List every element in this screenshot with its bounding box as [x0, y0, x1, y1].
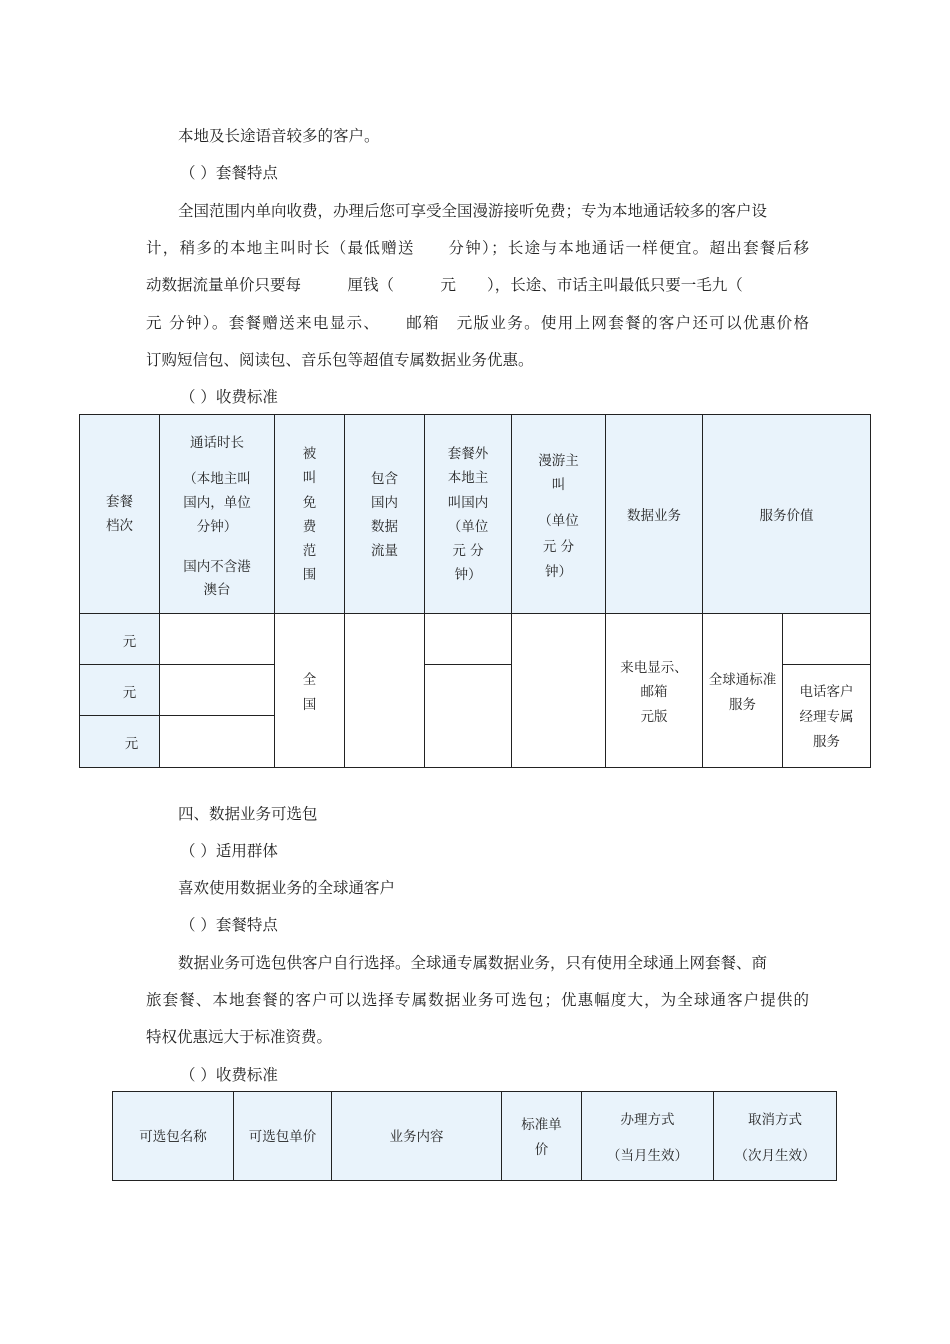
heading-target: （ ）适用群体 — [180, 842, 278, 860]
cell-scope — [274, 613, 345, 768]
heading-features: （ ）套餐特点 — [180, 916, 278, 934]
features-line-5: 订购短信包、阅读包、音乐包等超值专属数据业务优惠。 — [146, 351, 534, 369]
header-data-volume-line: 数据 — [371, 519, 398, 535]
cell-data-volume — [344, 613, 425, 768]
features-line-3: 动数据流量单价只要每 厘钱（ 元 ），长途、市话主叫最低只要一毛九（ — [146, 276, 743, 294]
header-data-service — [605, 414, 703, 614]
cell-data-service — [605, 613, 703, 768]
header-tier-line: 档次 — [106, 518, 133, 534]
header-subscribe-method — [581, 1091, 714, 1181]
header-free-receive-line: 被 — [302, 446, 317, 462]
header-outside-local-line: 钟） — [454, 567, 482, 583]
header-free-receive-line: 免 — [302, 495, 317, 511]
header-pack-price-label: 可选包单价 — [248, 1129, 317, 1145]
table-row-tier — [79, 613, 160, 665]
manager-text: 经理专属 — [799, 709, 854, 725]
header-business-content-label: 业务内容 — [389, 1129, 444, 1145]
header-data-volume-line: 包含 — [371, 471, 398, 487]
cell-roaming — [511, 613, 606, 768]
header-roaming — [511, 414, 606, 614]
cell-outside-local — [424, 613, 512, 665]
header-business-content — [331, 1091, 502, 1181]
paragraph-target: 本地及长途语音较多的客户。 — [178, 127, 380, 145]
header-standard-price-line: 标准单 — [521, 1117, 562, 1133]
heading-features: （ ）套餐特点 — [180, 164, 278, 182]
header-outside-local-line: （单位 — [447, 519, 489, 535]
cell-call-time — [159, 613, 275, 665]
cell-manager-blank — [782, 613, 871, 665]
header-roaming-line: （单位 — [538, 513, 579, 529]
header-free-receive-line: 费 — [302, 519, 317, 535]
features-line-1: 数据业务可选包供客户自行选择。全球通专属数据业务，只有使用全球通上网套餐、商 — [178, 954, 768, 972]
cell-call-time — [159, 715, 275, 768]
features-line-4: 元 分钟）。套餐赠送来电显示、 邮箱 元版业务。使用上网套餐的客户还可以优惠价格 — [146, 314, 809, 332]
header-roaming-line: 叫 — [551, 477, 566, 493]
table-row-tier — [79, 715, 160, 768]
header-free-receive-line: 叫 — [302, 470, 317, 486]
header-pack-name — [112, 1091, 234, 1181]
header-subscribe-line: 办理方式 — [620, 1112, 675, 1128]
features-line-2: 旅套餐、本地套餐的客户可以选择专属数据业务可选包；优惠幅度大，为全球通客户提供的 — [146, 991, 809, 1009]
header-tier — [79, 414, 160, 614]
manager-text: 电话客户 — [799, 684, 854, 700]
header-data-service-label: 数据业务 — [627, 508, 681, 524]
header-cancel-line: 取消方式 — [748, 1112, 802, 1128]
header-data-volume — [344, 414, 425, 614]
header-call-time-line: 国内，单位 — [183, 495, 251, 511]
cell-global-standard-service — [702, 613, 783, 768]
header-standard-price-line: 价 — [534, 1142, 549, 1158]
header-roaming-line: 元 分 — [542, 539, 575, 555]
cell-call-time — [159, 664, 275, 716]
header-outside-local — [424, 414, 512, 614]
header-service-value — [702, 414, 871, 614]
header-standard-price — [501, 1091, 582, 1181]
features-line-3: 特权优惠远大于标准资费。 — [146, 1028, 333, 1046]
header-cancel-method — [713, 1091, 837, 1181]
header-cancel-line: （次月生效） — [734, 1148, 816, 1164]
scope-text: 国 — [302, 697, 317, 713]
features-line-2: 计，稍多的本地主叫时长（最低赠送 分钟）；长途与本地通话一样便宜。超出套餐后移 — [146, 239, 809, 257]
header-free-receive-line: 围 — [302, 567, 317, 583]
global-std-text: 全球通标准 — [708, 672, 777, 688]
header-outside-local-line: 本地主 — [447, 470, 489, 486]
header-data-volume-line: 国内 — [371, 495, 398, 511]
header-outside-local-line: 元 分 — [452, 543, 484, 559]
header-call-time-line: （本地主叫 — [183, 471, 251, 487]
header-call-time-line: 国内不含港 — [183, 559, 251, 575]
heading-fees: （ ）收费标准 — [180, 1066, 278, 1084]
header-pack-name-label: 可选包名称 — [139, 1129, 207, 1145]
header-service-value-label: 服务价值 — [759, 508, 814, 524]
header-free-receive-line: 范 — [302, 543, 317, 559]
header-call-time — [159, 414, 275, 614]
global-std-text: 服务 — [729, 697, 756, 713]
cell-outside-local — [424, 664, 512, 768]
tier-unit: 元 — [122, 634, 137, 650]
header-subscribe-line: （当月生效） — [607, 1148, 688, 1164]
header-roaming-line: 钟） — [545, 564, 572, 580]
header-outside-local-line: 套餐外 — [447, 446, 489, 462]
header-outside-local-line: 叫国内 — [447, 495, 489, 511]
manager-text: 服务 — [813, 734, 840, 750]
paragraph-target: 喜欢使用数据业务的全球通客户 — [178, 879, 396, 897]
header-data-volume-line: 流量 — [371, 543, 398, 559]
header-call-time-line: 分钟） — [196, 519, 238, 535]
section-title: 四、数据业务可选包 — [178, 805, 318, 823]
header-roaming-line: 漫游主 — [538, 453, 579, 469]
tier-unit: 元 — [124, 736, 139, 752]
features-line-1: 全国范围内单向收费，办理后您可享受全国漫游接听免费；专为本地通话较多的客户设 — [178, 202, 768, 220]
header-tier-line: 套餐 — [106, 494, 133, 510]
header-call-time-line: 通话时长 — [190, 435, 244, 451]
header-free-receive — [274, 414, 345, 614]
scope-text: 全 — [302, 672, 317, 688]
table-row-tier — [79, 664, 160, 716]
data-service-text: 元版 — [640, 709, 668, 725]
heading-fees: （ ）收费标准 — [180, 388, 278, 406]
tier-unit: 元 — [122, 685, 137, 701]
header-call-time-line: 澳台 — [203, 582, 231, 598]
data-service-text: 来电显示、 — [620, 660, 688, 676]
cell-manager-service — [782, 664, 871, 768]
header-pack-price — [233, 1091, 332, 1181]
data-service-text: 邮箱 — [640, 684, 668, 700]
